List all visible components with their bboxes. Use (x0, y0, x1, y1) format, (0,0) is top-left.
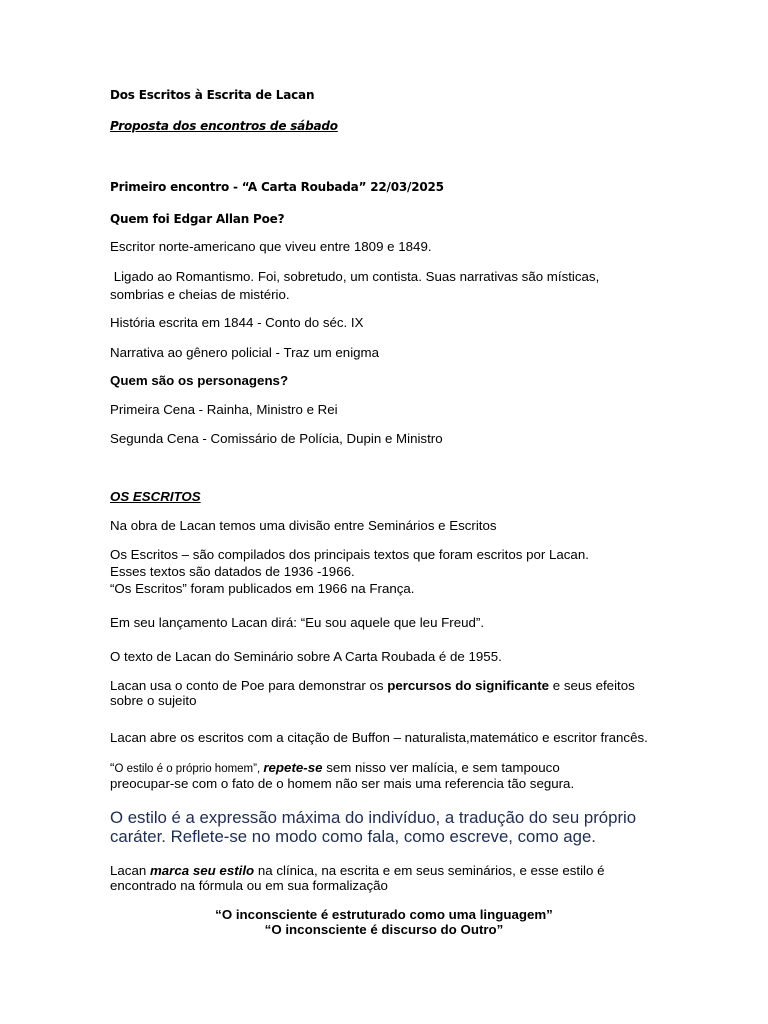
poe-paragraph-2-line-1: Ligado ao Romantismo. Foi, sobretudo, um contista. Suas narrativas são místicas, (110, 269, 600, 284)
characters-question: Quem são os personagens? (110, 373, 289, 388)
scene-2: Segunda Cena - Comissário de Polícia, Dupin e Ministro (110, 431, 443, 446)
escritos-paragraph-4: O texto de Lacan do Seminário sobre A Carta Roubada é de 1955. (110, 649, 502, 664)
document-title: Dos Escritos à Escrita de Lacan (110, 88, 315, 102)
escritos-paragraph-6: Lacan abre os escritos com a citação de Buffon – naturalista,matemático e escritor francês. (110, 730, 648, 745)
escritos-paragraph-2-line-1: Os Escritos – são compilados dos principais textos que foram escritos por Lacan. (110, 547, 589, 562)
formula-linguagem: “O inconsciente é estruturado como uma linguagem” (215, 907, 553, 922)
style-statement-line-2: caráter. Reflete-se no modo como fala, como escreve, como age. (110, 827, 596, 846)
quote-text: O estilo é o próprio homem”, (114, 763, 264, 775)
poe-paragraph-1: Escritor norte-americano que viveu entre 1809 e 1849. (110, 239, 432, 254)
quote-remainder: sem nisso ver malícia, e sem tampouco (322, 760, 560, 775)
escritos-paragraph-1: Na obra de Lacan temos uma divisão entre Seminários e Escritos (110, 518, 497, 533)
quote-open-mark: “ (110, 760, 115, 775)
significante-lead: Lacan usa o conto de Poe para demonstrar os (110, 678, 388, 693)
buffon-quote-line-1 (110, 760, 560, 777)
poe-paragraph-3: História escrita em 1844 - Conto do séc. IX (110, 315, 364, 330)
style-statement-line-1: O estilo é a expressão máxima do indivíduo, a tradução do seu próprio (110, 808, 637, 827)
estilo-paragraph-line-2: encontrado na fórmula ou em sua formalização (110, 878, 388, 893)
estilo-lead: Lacan (110, 863, 150, 878)
poe-paragraph-2-line-2: sombrias e cheias de mistério. (110, 287, 290, 302)
escritos-paragraph-5-line-1 (110, 678, 635, 694)
document-subtitle: Proposta dos encontros de sábado (110, 119, 338, 133)
meeting-heading: Primeiro encontro - “A Carta Roubada” 22/03/2025 (110, 180, 444, 194)
poe-question: Quem foi Edgar Allan Poe? (110, 212, 285, 226)
formula-discurso-do-outro: “O inconsciente é discurso do Outro” (264, 922, 504, 937)
estilo-paragraph-line-1 (110, 863, 604, 879)
significante-trail: e seus efeitos (549, 678, 635, 693)
repete-se-emphasis: repete-se (263, 760, 323, 775)
escritos-paragraph-2-line-2: Esses textos são datados de 1936 -1966. (110, 564, 355, 579)
escritos-paragraph-2-line-3: “Os Escritos” foram publicados em 1966 na França. (110, 581, 415, 596)
escritos-paragraph-3: Em seu lançamento Lacan dirá: “Eu sou aquele que leu Freud”. (110, 615, 485, 630)
poe-paragraph-4: Narrativa ao gênero policial - Traz um enigma (110, 345, 380, 360)
scene-1: Primeira Cena - Rainha, Ministro e Rei (110, 402, 338, 417)
significante-emphasis: percursos do significante (387, 678, 550, 693)
buffon-quote-line-2: preocupar-se com o fato de o homem não ser mais uma referencia tão segura. (110, 776, 575, 791)
estilo-trail: na clínica, na escrita e em seus seminários, e esse estilo é (254, 863, 605, 878)
escritos-paragraph-5-line-2: sobre o sujeito (110, 693, 197, 708)
marca-seu-estilo-emphasis: marca seu estilo (149, 863, 255, 878)
section-heading-os-escritos: OS ESCRITOS (110, 489, 201, 504)
